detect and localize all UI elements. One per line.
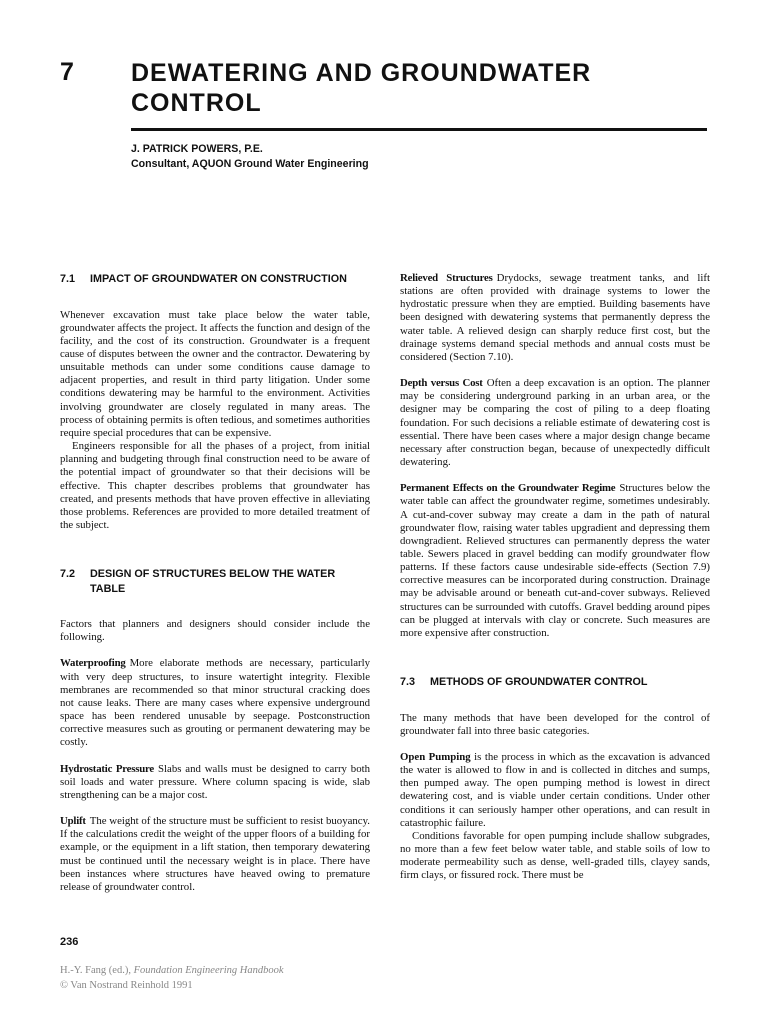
waterproofing-paragraph xyxy=(60,657,370,749)
editor-citation: H.-Y. Fang (ed.), xyxy=(60,965,131,976)
paragraph: Factors that planners and designers should consider include the following. xyxy=(60,618,370,644)
paragraph-text: Often a deep excavation is an option. The planner may be considering underground parking in an urban area, or the designer may be comparing the cost of piling to a deep floating foundation. For such decisions a reliable estimate of dewatering cost is essential. There have been cases where a major design change became necessary after construction began, because of unexpectedly difficult dewatering. xyxy=(400,377,711,469)
paragraph-text: is the process in which as the excavation is advanced the water is allowed to flow in and is collected in ditches and sumps, then pumped away. The open pumping method is lowest in direct dewatering cost, and is viable under certain conditions. Under other conditions it can seriously hamper other operations, and can result in catastrophic failure. xyxy=(400,750,710,829)
run-in-heading: Depth versus Cost xyxy=(400,377,483,390)
run-in-heading: Hydrostatic Pressure xyxy=(60,762,155,775)
section-title: DESIGN OF STRUCTURES BELOW THE WATER TABLE xyxy=(90,568,336,595)
paragraph: The many methods that have been developed for the control of groundwater fall into three basic categories. xyxy=(400,711,710,737)
section-title: IMPACT OF GROUNDWATER ON CONSTRUCTION xyxy=(90,273,347,285)
run-in-heading: Relieved Structures xyxy=(400,272,493,284)
section-number: 7.3 xyxy=(400,676,416,689)
paragraph: Engineers responsible for all the phases of a project, from initial planning and budgeting through final construction need to be aware of the potential impact of groundwater so that their decisions will be effective. This chapter describes problems that groundwater has created, and presents methods that have proven effective in alleviating those problems. References are provided to more detailed treatment of the subject. xyxy=(60,440,370,531)
left-column xyxy=(60,272,370,907)
uplift-paragraph xyxy=(60,815,370,894)
author-affiliation: Consultant, AQUON Ground Water Engineering xyxy=(131,158,369,170)
relieved-structures-paragraph xyxy=(400,272,710,364)
hydrostatic-pressure-paragraph xyxy=(60,763,370,802)
paragraph: Conditions favorable for open pumping include shallow subgrades, no more than a few feet below water table, and stable soils of low to moderate permeability such as dense, well-graded tills, clayey sands, firm clays, or fissured rock. There must be xyxy=(400,829,710,882)
page-number: 236 xyxy=(60,936,79,948)
paragraph-text: Drydocks, sewage treatment tanks, and lift stations are often provided with drainage systems to lower the hydrostatic pressure when they are emptied. Building basements have been designed with dewatering systems that permanently depress the water table. A relieved design can sharply reduce first cost, but the drainage systems demand special methods and annual costs must be considered (Section 7.10). xyxy=(400,272,711,363)
paragraph-text: More elaborate methods are necessary, particularly with very deep structures, to insure watertight integrity. Flexible membranes are recommended so that minor structural cracking does not cause leaks. There are many cases where expensive underground space has been rendered unusable by seepage. Postconstruction corrective measures such as grouting or permanent dewatering may be costly. xyxy=(60,657,370,749)
run-in-heading: Open Pumping xyxy=(400,750,471,763)
section-title: METHODS OF GROUNDWATER CONTROL xyxy=(430,676,648,689)
paragraph-text: Structures below the water table can affect the groundwater regime, sometimes undesirably. A cut-and-cover subway may create a dam in the path of natural groundwater flow, raising water tables upgradient and depressing them downgradient. Relieved structures can permanently depress the water table. Sewers placed in gravel bedding can modify groundwater flow patterns. If these factors cause undesirable side-effects (Section 7.9) corrective measures can be incorporated during construction. Drainage may be advisable around or beneath cut-and-cover subways. Relieved structures can be surrounded with cutoffs. Gravel bedding around pipes can be plugged at intervals with clay or concrete. Such measures are more expensive after construction. xyxy=(400,482,710,639)
section-7-1-heading xyxy=(60,272,370,287)
section-number: 7.1 xyxy=(60,273,76,285)
run-in-heading: Uplift xyxy=(60,815,86,828)
open-pumping-paragraph xyxy=(400,751,710,830)
depth-versus-cost-paragraph xyxy=(400,377,710,469)
right-column xyxy=(400,272,710,895)
section-7-2-heading xyxy=(60,567,370,596)
paragraph: Whenever excavation must take place below the water table, groundwater affects the project. It affects the function and design of the facility, and the cost of its construction. Groundwater is a frequent cause of disputes between the owner and the contractor. Dewatering by unsuitable methods can under some conditions cause damage to adjacent properties, and result in third party litigation. Under some conditions dewatering may be harmful to the environment. Activities involving groundwater are closely regulated in many areas. The process of obtaining permits is often tedious, and sometimes authorities require special procedures that can be expensive. xyxy=(60,308,370,439)
section-7-3-heading xyxy=(400,675,710,690)
author-name: J. PATRICK POWERS, P.E. xyxy=(131,143,263,155)
book-title: Foundation Engineering Handbook xyxy=(133,965,284,976)
run-in-heading: Permanent Effects on the Groundwater Regime xyxy=(400,482,616,495)
paragraph-text: Slabs and walls must be designed to carry both soil loads and water pressure. Where column spacing is wide, slab strengthening can be a major cost. xyxy=(60,762,370,801)
chapter-number: 7 xyxy=(60,58,74,86)
chapter-title: DEWATERING AND GROUNDWATER CONTROL xyxy=(131,59,592,117)
paragraph-text: The weight of the structure must be sufficient to resist buoyancy. If the calculations credit the weight of the upper floors of a building for example, or the equipment in a lift station, then temporary dewatering must be continued until the necessary weight is in place. There have been instances where structures have heaved owing to premature release of groundwater control. xyxy=(60,815,370,893)
copyright: © Van Nostrand Reinhold 1991 xyxy=(60,980,193,991)
author-block xyxy=(131,142,369,172)
permanent-effects-paragraph xyxy=(400,482,710,640)
section-number: 7.2 xyxy=(60,568,76,581)
title-rule xyxy=(131,128,707,131)
run-in-heading: Waterproofing xyxy=(60,657,126,670)
source-footer xyxy=(60,963,284,993)
